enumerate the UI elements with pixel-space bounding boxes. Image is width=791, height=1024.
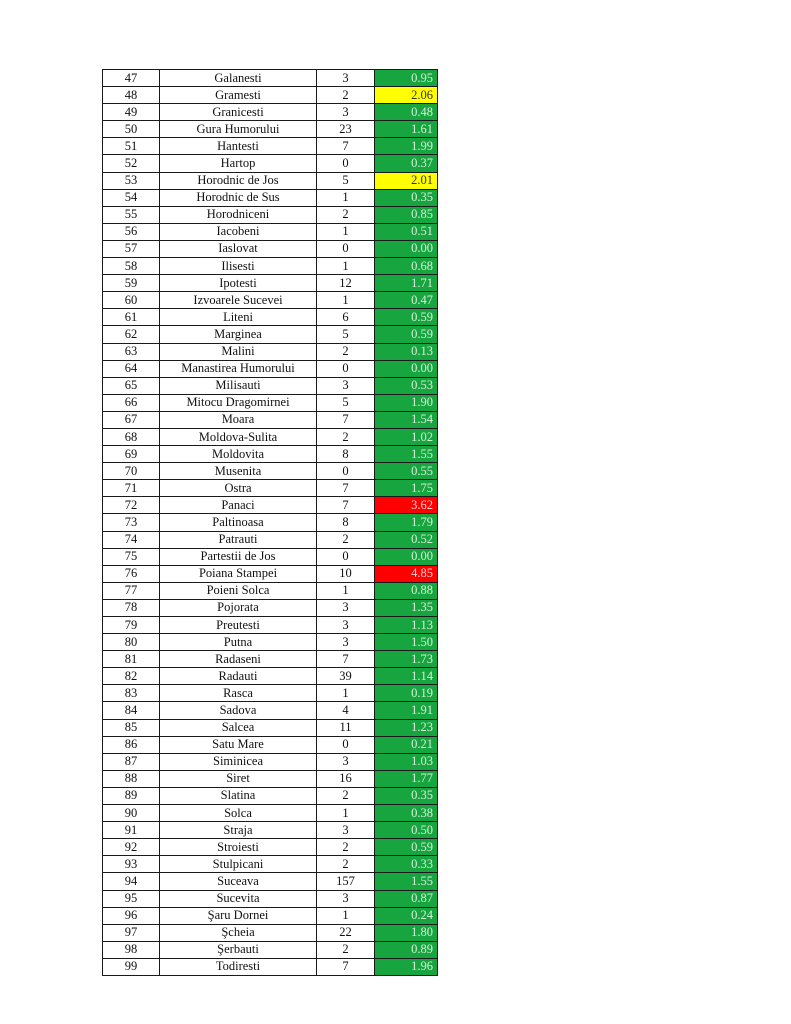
case-count-cell: 12	[317, 275, 375, 292]
incidence-rate-cell: 1.99	[375, 138, 438, 155]
case-count-cell: 2	[317, 941, 375, 958]
incidence-rate-cell: 0.38	[375, 805, 438, 822]
table-row	[103, 805, 438, 822]
incidence-rate-cell: 0.00	[375, 240, 438, 257]
table-body	[103, 70, 438, 976]
locality-name-cell: Şerbauti	[160, 941, 317, 958]
table-row	[103, 531, 438, 548]
locality-name-cell: Preutesti	[160, 617, 317, 634]
locality-name-cell: Manastirea Humorului	[160, 360, 317, 377]
locality-name-cell: Milisauti	[160, 377, 317, 394]
locality-name-cell: Siret	[160, 770, 317, 787]
locality-name-cell: Moara	[160, 411, 317, 428]
locality-name-cell: Granicesti	[160, 104, 317, 121]
case-count-cell: 6	[317, 309, 375, 326]
case-count-cell: 5	[317, 394, 375, 411]
incidence-rate-cell: 0.33	[375, 856, 438, 873]
locality-name-cell: Gura Humorului	[160, 121, 317, 138]
locality-name-cell: Poiana Stampei	[160, 565, 317, 582]
incidence-rate-cell: 0.35	[375, 189, 438, 206]
row-index-cell: 60	[103, 292, 160, 309]
row-index-cell: 89	[103, 787, 160, 804]
case-count-cell: 1	[317, 189, 375, 206]
table-row	[103, 770, 438, 787]
incidence-rate-cell: 1.23	[375, 719, 438, 736]
table-row	[103, 924, 438, 941]
locality-name-cell: Solca	[160, 805, 317, 822]
incidence-rate-cell: 1.54	[375, 411, 438, 428]
case-count-cell: 2	[317, 531, 375, 548]
locality-name-cell: Şaru Dornei	[160, 907, 317, 924]
case-count-cell: 3	[317, 377, 375, 394]
incidence-rate-cell: 1.75	[375, 480, 438, 497]
incidence-rate-cell: 0.52	[375, 531, 438, 548]
locality-name-cell: Todiresti	[160, 958, 317, 975]
incidence-rate-cell: 0.59	[375, 326, 438, 343]
locality-name-cell: Ipotesti	[160, 275, 317, 292]
locality-name-cell: Mitocu Dragomirnei	[160, 394, 317, 411]
incidence-rate-cell: 1.35	[375, 599, 438, 616]
case-count-cell: 2	[317, 839, 375, 856]
case-count-cell: 8	[317, 514, 375, 531]
incidence-rate-cell: 0.87	[375, 890, 438, 907]
table-row	[103, 787, 438, 804]
table-row	[103, 668, 438, 685]
table-row	[103, 617, 438, 634]
table-row	[103, 275, 438, 292]
locality-name-cell: Suceava	[160, 873, 317, 890]
table-row	[103, 394, 438, 411]
incidence-rate-cell: 0.50	[375, 822, 438, 839]
incidence-rate-cell: 1.55	[375, 873, 438, 890]
table-row	[103, 428, 438, 445]
case-count-cell: 5	[317, 326, 375, 343]
row-index-cell: 77	[103, 582, 160, 599]
table-row	[103, 736, 438, 753]
table-row	[103, 87, 438, 104]
incidence-rate-cell: 1.73	[375, 651, 438, 668]
incidence-rate-cell: 0.48	[375, 104, 438, 121]
case-count-cell: 2	[317, 206, 375, 223]
table-row	[103, 104, 438, 121]
row-index-cell: 79	[103, 617, 160, 634]
case-count-cell: 7	[317, 958, 375, 975]
locality-name-cell: Panaci	[160, 497, 317, 514]
case-count-cell: 1	[317, 292, 375, 309]
row-index-cell: 83	[103, 685, 160, 702]
case-count-cell: 1	[317, 258, 375, 275]
table-row	[103, 155, 438, 172]
row-index-cell: 95	[103, 890, 160, 907]
row-index-cell: 66	[103, 394, 160, 411]
case-count-cell: 4	[317, 702, 375, 719]
table-row	[103, 719, 438, 736]
table-row	[103, 565, 438, 582]
locality-name-cell: Stroiesti	[160, 839, 317, 856]
case-count-cell: 2	[317, 87, 375, 104]
locality-name-cell: Siminicea	[160, 753, 317, 770]
locality-name-cell: Liteni	[160, 309, 317, 326]
incidence-rate-cell: 4.85	[375, 565, 438, 582]
locality-name-cell: Radaseni	[160, 651, 317, 668]
row-index-cell: 81	[103, 651, 160, 668]
incidence-rate-cell: 0.19	[375, 685, 438, 702]
locality-name-cell: Salcea	[160, 719, 317, 736]
locality-name-cell: Hartop	[160, 155, 317, 172]
case-count-cell: 39	[317, 668, 375, 685]
table-row	[103, 463, 438, 480]
incidence-rate-cell: 1.79	[375, 514, 438, 531]
locality-name-cell: Musenita	[160, 463, 317, 480]
case-count-cell: 0	[317, 548, 375, 565]
locality-name-cell: Horodnic de Sus	[160, 189, 317, 206]
row-index-cell: 73	[103, 514, 160, 531]
table-row	[103, 514, 438, 531]
table-row	[103, 411, 438, 428]
row-index-cell: 61	[103, 309, 160, 326]
table-row	[103, 377, 438, 394]
locality-name-cell: Slatina	[160, 787, 317, 804]
row-index-cell: 52	[103, 155, 160, 172]
incidence-rate-cell: 1.80	[375, 924, 438, 941]
row-index-cell: 76	[103, 565, 160, 582]
row-index-cell: 69	[103, 446, 160, 463]
incidence-rate-cell: 0.37	[375, 155, 438, 172]
table-row	[103, 753, 438, 770]
locality-name-cell: Ilisesti	[160, 258, 317, 275]
case-count-cell: 3	[317, 634, 375, 651]
table-row	[103, 839, 438, 856]
table-row	[103, 446, 438, 463]
row-index-cell: 86	[103, 736, 160, 753]
row-index-cell: 87	[103, 753, 160, 770]
table-row	[103, 326, 438, 343]
row-index-cell: 62	[103, 326, 160, 343]
table-row	[103, 702, 438, 719]
row-index-cell: 56	[103, 223, 160, 240]
incidence-rate-cell: 0.95	[375, 70, 438, 87]
row-index-cell: 80	[103, 634, 160, 651]
row-index-cell: 53	[103, 172, 160, 189]
locality-name-cell: Radauti	[160, 668, 317, 685]
incidence-rate-cell: 0.00	[375, 548, 438, 565]
incidence-rate-cell: 1.02	[375, 428, 438, 445]
locality-name-cell: Poieni Solca	[160, 582, 317, 599]
locality-name-cell: Satu Mare	[160, 736, 317, 753]
row-index-cell: 92	[103, 839, 160, 856]
locality-name-cell: Marginea	[160, 326, 317, 343]
locality-name-cell: Ostra	[160, 480, 317, 497]
row-index-cell: 50	[103, 121, 160, 138]
incidence-rate-cell: 1.13	[375, 617, 438, 634]
table-row	[103, 599, 438, 616]
table-row	[103, 856, 438, 873]
locality-name-cell: Moldovita	[160, 446, 317, 463]
incidence-rate-cell: 1.03	[375, 753, 438, 770]
locality-name-cell: Rasca	[160, 685, 317, 702]
table-row	[103, 172, 438, 189]
incidence-rate-cell: 0.00	[375, 360, 438, 377]
incidence-table	[102, 69, 438, 976]
row-index-cell: 57	[103, 240, 160, 257]
row-index-cell: 70	[103, 463, 160, 480]
locality-name-cell: Putna	[160, 634, 317, 651]
case-count-cell: 0	[317, 736, 375, 753]
incidence-rate-cell: 1.96	[375, 958, 438, 975]
case-count-cell: 3	[317, 599, 375, 616]
case-count-cell: 157	[317, 873, 375, 890]
case-count-cell: 1	[317, 685, 375, 702]
incidence-rate-cell: 0.88	[375, 582, 438, 599]
table-row	[103, 873, 438, 890]
row-index-cell: 64	[103, 360, 160, 377]
incidence-rate-cell: 0.24	[375, 907, 438, 924]
row-index-cell: 97	[103, 924, 160, 941]
locality-name-cell: Gramesti	[160, 87, 317, 104]
table-row	[103, 223, 438, 240]
case-count-cell: 2	[317, 343, 375, 360]
incidence-rate-cell: 0.68	[375, 258, 438, 275]
case-count-cell: 3	[317, 822, 375, 839]
table-row	[103, 189, 438, 206]
row-index-cell: 82	[103, 668, 160, 685]
case-count-cell: 3	[317, 753, 375, 770]
locality-name-cell: Şcheia	[160, 924, 317, 941]
table-row	[103, 651, 438, 668]
row-index-cell: 58	[103, 258, 160, 275]
locality-name-cell: Patrauti	[160, 531, 317, 548]
row-index-cell: 94	[103, 873, 160, 890]
table-row	[103, 822, 438, 839]
incidence-rate-cell: 1.61	[375, 121, 438, 138]
case-count-cell: 3	[317, 890, 375, 907]
row-index-cell: 71	[103, 480, 160, 497]
locality-name-cell: Straja	[160, 822, 317, 839]
table-row	[103, 582, 438, 599]
table-row	[103, 240, 438, 257]
incidence-rate-cell: 1.77	[375, 770, 438, 787]
row-index-cell: 65	[103, 377, 160, 394]
incidence-rate-cell: 0.47	[375, 292, 438, 309]
table-row	[103, 890, 438, 907]
case-count-cell: 1	[317, 907, 375, 924]
row-index-cell: 91	[103, 822, 160, 839]
case-count-cell: 1	[317, 223, 375, 240]
case-count-cell: 2	[317, 428, 375, 445]
locality-name-cell: Moldova-Sulita	[160, 428, 317, 445]
incidence-rate-cell: 0.85	[375, 206, 438, 223]
case-count-cell: 22	[317, 924, 375, 941]
row-index-cell: 84	[103, 702, 160, 719]
locality-name-cell: Pojorata	[160, 599, 317, 616]
table-row	[103, 548, 438, 565]
incidence-rate-cell: 1.14	[375, 668, 438, 685]
case-count-cell: 0	[317, 240, 375, 257]
table-row	[103, 480, 438, 497]
case-count-cell: 3	[317, 617, 375, 634]
case-count-cell: 7	[317, 497, 375, 514]
incidence-rate-cell: 0.21	[375, 736, 438, 753]
case-count-cell: 7	[317, 411, 375, 428]
incidence-rate-cell: 1.90	[375, 394, 438, 411]
row-index-cell: 85	[103, 719, 160, 736]
case-count-cell: 23	[317, 121, 375, 138]
row-index-cell: 47	[103, 70, 160, 87]
incidence-rate-cell: 0.89	[375, 941, 438, 958]
locality-name-cell: Horodniceni	[160, 206, 317, 223]
locality-name-cell: Iaslovat	[160, 240, 317, 257]
table-row	[103, 258, 438, 275]
table-row	[103, 907, 438, 924]
incidence-rate-cell: 0.55	[375, 463, 438, 480]
incidence-rate-cell: 0.13	[375, 343, 438, 360]
locality-name-cell: Malini	[160, 343, 317, 360]
locality-name-cell: Izvoarele Sucevei	[160, 292, 317, 309]
row-index-cell: 67	[103, 411, 160, 428]
row-index-cell: 59	[103, 275, 160, 292]
row-index-cell: 74	[103, 531, 160, 548]
table-row	[103, 343, 438, 360]
row-index-cell: 93	[103, 856, 160, 873]
case-count-cell: 1	[317, 582, 375, 599]
incidence-rate-cell: 1.71	[375, 275, 438, 292]
table-row	[103, 138, 438, 155]
row-index-cell: 55	[103, 206, 160, 223]
incidence-rate-cell: 2.01	[375, 172, 438, 189]
row-index-cell: 48	[103, 87, 160, 104]
locality-name-cell: Hantesti	[160, 138, 317, 155]
case-count-cell: 7	[317, 480, 375, 497]
case-count-cell: 0	[317, 155, 375, 172]
locality-name-cell: Horodnic de Jos	[160, 172, 317, 189]
table-row	[103, 121, 438, 138]
incidence-rate-cell: 2.06	[375, 87, 438, 104]
row-index-cell: 96	[103, 907, 160, 924]
table-row	[103, 685, 438, 702]
row-index-cell: 72	[103, 497, 160, 514]
case-count-cell: 11	[317, 719, 375, 736]
case-count-cell: 16	[317, 770, 375, 787]
table-row	[103, 360, 438, 377]
row-index-cell: 78	[103, 599, 160, 616]
incidence-rate-cell: 0.51	[375, 223, 438, 240]
case-count-cell: 8	[317, 446, 375, 463]
row-index-cell: 49	[103, 104, 160, 121]
case-count-cell: 3	[317, 104, 375, 121]
case-count-cell: 2	[317, 787, 375, 804]
table-row	[103, 634, 438, 651]
table-row	[103, 206, 438, 223]
incidence-rate-cell: 3.62	[375, 497, 438, 514]
locality-name-cell: Sucevita	[160, 890, 317, 907]
locality-name-cell: Stulpicani	[160, 856, 317, 873]
case-count-cell: 1	[317, 805, 375, 822]
table-row	[103, 958, 438, 975]
locality-name-cell: Partestii de Jos	[160, 548, 317, 565]
table-row	[103, 309, 438, 326]
table-row	[103, 941, 438, 958]
incidence-rate-cell: 0.35	[375, 787, 438, 804]
row-index-cell: 90	[103, 805, 160, 822]
incidence-rate-cell: 0.59	[375, 839, 438, 856]
case-count-cell: 0	[317, 463, 375, 480]
row-index-cell: 75	[103, 548, 160, 565]
locality-name-cell: Galanesti	[160, 70, 317, 87]
table-row	[103, 497, 438, 514]
locality-name-cell: Sadova	[160, 702, 317, 719]
locality-name-cell: Iacobeni	[160, 223, 317, 240]
incidence-rate-cell: 1.55	[375, 446, 438, 463]
row-index-cell: 51	[103, 138, 160, 155]
row-index-cell: 99	[103, 958, 160, 975]
case-count-cell: 2	[317, 856, 375, 873]
row-index-cell: 63	[103, 343, 160, 360]
case-count-cell: 0	[317, 360, 375, 377]
case-count-cell: 10	[317, 565, 375, 582]
row-index-cell: 98	[103, 941, 160, 958]
case-count-cell: 7	[317, 651, 375, 668]
row-index-cell: 88	[103, 770, 160, 787]
case-count-cell: 5	[317, 172, 375, 189]
incidence-rate-cell: 0.59	[375, 309, 438, 326]
incidence-rate-cell: 1.50	[375, 634, 438, 651]
case-count-cell: 3	[317, 70, 375, 87]
incidence-rate-cell: 0.53	[375, 377, 438, 394]
table-row	[103, 292, 438, 309]
incidence-rate-cell: 1.91	[375, 702, 438, 719]
locality-name-cell: Paltinoasa	[160, 514, 317, 531]
table-row	[103, 70, 438, 87]
case-count-cell: 7	[317, 138, 375, 155]
row-index-cell: 68	[103, 428, 160, 445]
row-index-cell: 54	[103, 189, 160, 206]
